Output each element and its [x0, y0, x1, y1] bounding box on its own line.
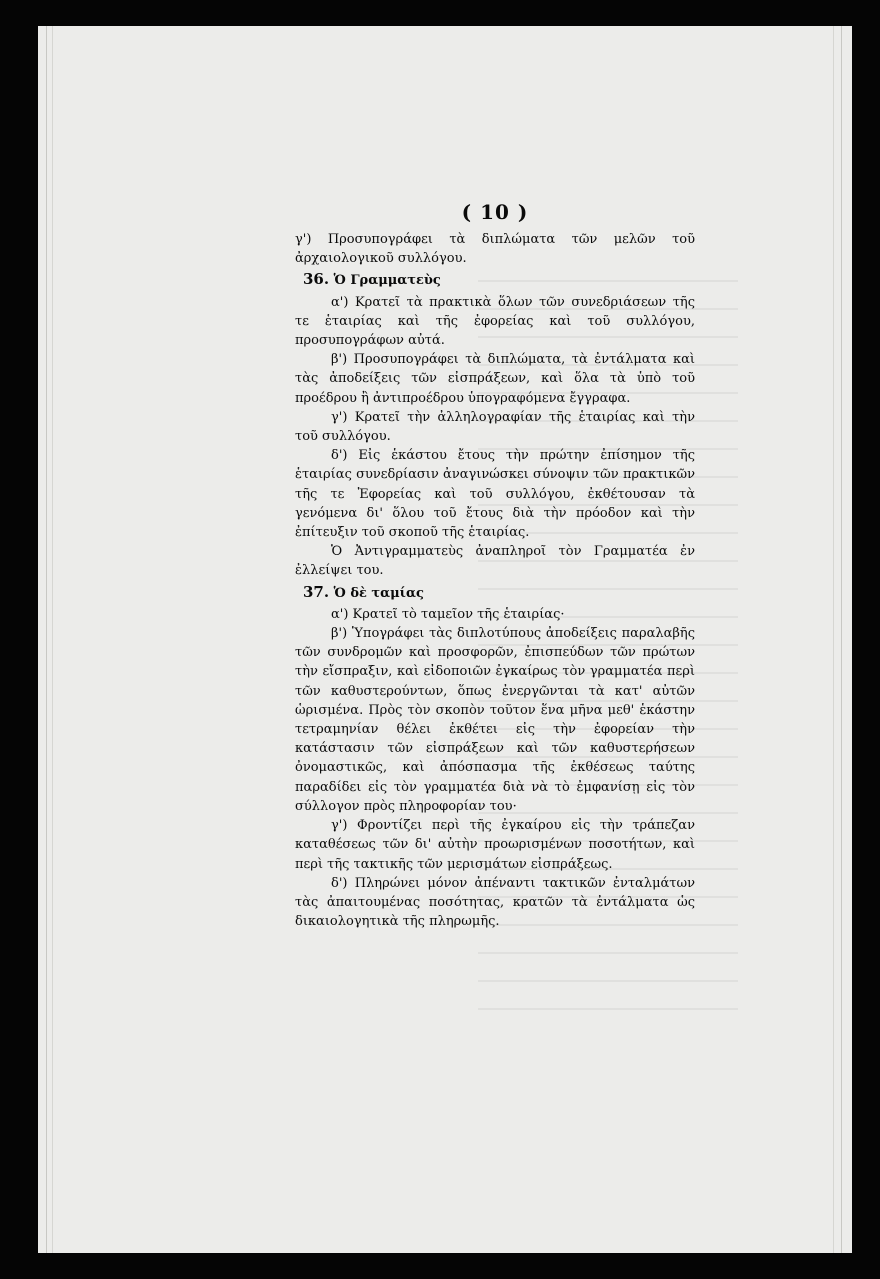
- paragraph-treasurer-beta: β') Ὑπογράφει τὰς διπλοτύπους ἀποδείξεις παραλαβῆς τῶν συνδρομῶν καὶ προσφορῶν, ἐπισπεύδων τῶν πρώτων τὴν εἴσπραξιν, καὶ εἰδοποιῶν ἐγκαίρως τὸν γραμματέα περὶ τῶν καθυστερούντων, ὅπως ἐνεργῶνται τὰ κατ' αὐτῶν ὡρισμένα. Πρὸς τὸν σκοπὸν τοῦτον ἕνα μῆνα μεθ' ἑκάστην τετραμηνίαν θέλει ἐκθέτει εἰς τὴν ἐφορείαν τὴν κατάστασιν τῶν εἰσπράξεων καὶ τῶν καθυστερήσεων ὀνομαστικῶς, καὶ ἀπόσπασμα τῆς ἐκθέσεως ταύτης παραδίδει εἰς τὸν γραμματέα διὰ νὰ τὸ ἐμφανίσῃ εἰς τὸν σύλλογον πρὸς πληροφορίαν του·: [295, 626, 695, 814]
- sheet-edge-right: [841, 26, 842, 1253]
- paragraph-secretary-gamma: γ') Κρατεῖ τὴν ἀλληλογραφίαν τῆς ἑταιρίας καὶ τὴν τοῦ συλλόγου.: [295, 409, 695, 445]
- article-37-heading: [295, 583, 695, 603]
- article-number: 37.: [303, 582, 330, 601]
- paragraph-treasurer-alpha: α') Κρατεῖ τὸ ταμεῖον τῆς ἑταιρίας·: [331, 606, 565, 622]
- paragraph-secretary-beta: β') Προσυπογράφει τὰ διπλώματα, τὰ ἐντάλματα καὶ τὰς ἀποδείξεις τῶν εἰσπράξεων, καὶ ὅλα τὰ ὑπὸ τοῦ προέδρου ἢ ἀντιπροέδρου ὑπογραφόμενα ἔγγραφα.: [295, 352, 695, 406]
- article-title: Ὁ Γραμματεὺς: [333, 273, 441, 289]
- paragraph-deputy-secretary: Ὁ Ἀντιγραμματεὺς ἀναπληροῖ τὸν Γραμματέα ἐν ἐλλείψει του.: [295, 544, 695, 579]
- article-number: 36.: [303, 270, 330, 289]
- paragraph-treasurer-delta: δ') Πληρώνει μόνον ἀπέναντι τακτικῶν ἐνταλμάτων τὰς ἀπαιτουμένας ποσότητας, κρατῶν τὰ ἐντάλματα ὡς δικαιολογητικὰ τῆς πληρωμῆς.: [295, 875, 695, 930]
- sheet-edge-left: [46, 26, 47, 1253]
- sheet-edge-left-inner: [52, 26, 53, 1253]
- paragraph-secretary-alpha: α') Κρατεῖ τὰ πρακτικὰ ὅλων τῶν συνεδριάσεων τῆς τε ἑταιρίας καὶ τῆς ἐφορείας καὶ τοῦ συλλόγου, προσυπογράφων αὐτά.: [295, 294, 695, 349]
- paragraph-gamma-diplomas: γ') Προσυπογράφει τὰ διπλώματα τῶν μελῶν τοῦ ἀρχαιολογικοῦ συλλόγου.: [295, 232, 695, 267]
- page-text: [295, 200, 695, 931]
- page-number: ( 10 ): [461, 200, 529, 224]
- article-title: Ὁ δὲ ταμίας: [333, 585, 424, 601]
- paragraph-secretary-delta: δ') Εἰς ἑκάστου ἔτους τὴν πρώτην ἐπίσημον τῆς ἑταιρίας συνεδρίασιν ἀναγινώσκει σύνοψιν τῶν πρακτικῶν τῆς τε Ἐφορείας καὶ τοῦ συλλόγου, ἐκθέτουσαν τὰ γενόμενα δι' ὅλου τοῦ ἔτους διὰ τὴν πρόοδον καὶ τὴν ἐπίτευξιν τοῦ σκοποῦ τῆς ἑταιρίας.: [295, 448, 695, 541]
- article-36-heading: [295, 270, 695, 290]
- sheet-edge-right-inner: [833, 26, 834, 1253]
- paragraph-treasurer-gamma: γ') Φροντίζει περὶ τῆς ἐγκαίρου εἰς τὴν τράπεζαν καταθέσεως τῶν δι' αὐτὴν προωρισμένων ποσοτήτων, καὶ περὶ τῆς τακτικῆς τῶν μερισμάτων εἰσπράξεως.: [295, 818, 695, 872]
